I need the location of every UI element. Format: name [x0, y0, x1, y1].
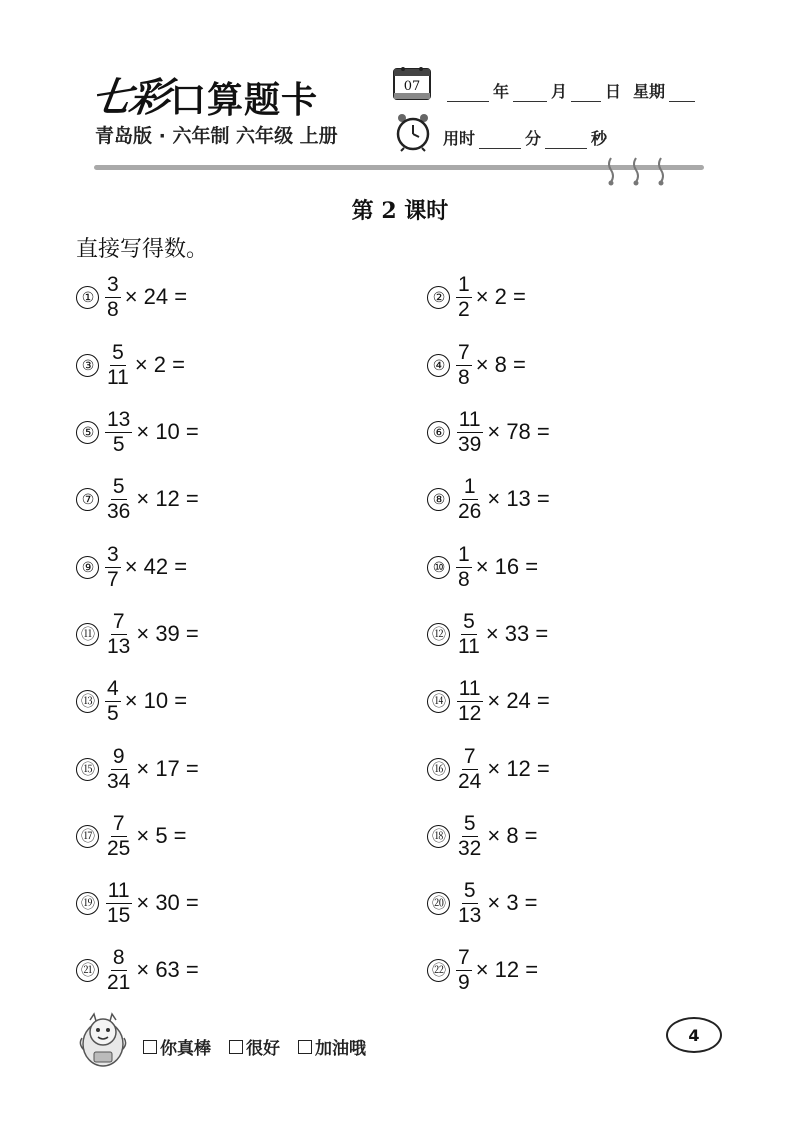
problem-item — [427, 469, 550, 529]
rating-label: 你真棒 — [160, 1039, 211, 1059]
minutes-blank[interactable] — [479, 132, 521, 149]
problem-item — [427, 739, 550, 799]
expression-rest: × 78 = — [487, 419, 550, 444]
problem-number: ⑫ — [427, 623, 450, 646]
problem-number: ⑲ — [76, 892, 99, 915]
expression-rest: × 17 = — [136, 756, 199, 781]
fraction — [456, 879, 483, 928]
problem-item — [76, 335, 185, 395]
denominator: 15 — [107, 903, 131, 927]
fraction — [105, 946, 132, 995]
problem-number: ⑨ — [76, 556, 99, 579]
expression-rest: × 42 = — [124, 554, 188, 579]
expression-rest: × 13 = — [487, 486, 550, 511]
fraction — [456, 745, 483, 794]
mascot-icon — [72, 1010, 134, 1072]
denominator: 8 — [458, 365, 470, 389]
problem-number: ⑰ — [76, 825, 99, 848]
denominator: 24 — [458, 769, 482, 793]
denominator: 5 — [112, 432, 125, 456]
numerator: 1 — [458, 542, 470, 566]
fraction — [105, 273, 121, 322]
fraction — [456, 341, 472, 390]
fraction — [105, 677, 121, 726]
problem-item — [76, 469, 199, 529]
fraction — [456, 946, 472, 995]
expression-rest: × 16 = — [475, 554, 539, 579]
problem-item — [76, 604, 199, 664]
denominator: 8 — [107, 297, 119, 321]
expression-rest: × 24 = — [487, 688, 550, 713]
month-label: 月 — [551, 82, 568, 101]
problem-item — [427, 806, 538, 866]
numerator: 3 — [107, 542, 119, 566]
problem-item — [76, 402, 199, 462]
denominator: 25 — [107, 836, 131, 860]
problem-number: ② — [427, 286, 450, 309]
fraction — [105, 812, 132, 861]
numerator: 8 — [112, 945, 125, 969]
expression-rest: × 24 = — [124, 284, 188, 309]
time-used-label: 用时 — [443, 129, 476, 148]
clock-icon — [393, 112, 433, 152]
edition-label: 青岛版 · 六年制 六年级 上册 — [95, 125, 338, 147]
problem-number: ⑧ — [427, 488, 450, 511]
denominator: 34 — [107, 769, 131, 793]
problem-item — [76, 940, 199, 1000]
expression-rest: × 5 = — [136, 823, 187, 848]
numerator: 11 — [458, 676, 481, 700]
checkbox-icon[interactable] — [298, 1040, 312, 1054]
denominator: 2 — [458, 297, 470, 321]
numerator: 5 — [463, 878, 476, 902]
minutes-label: 分 — [525, 129, 542, 148]
problem-number: ⑱ — [427, 825, 450, 848]
numerator: 1 — [463, 474, 476, 498]
expression-rest: × 10 = — [136, 419, 199, 444]
problem-item — [427, 873, 538, 933]
expression-rest: × 12 = — [136, 486, 199, 511]
problem-number: ③ — [76, 354, 99, 377]
rating-label: 很好 — [246, 1039, 280, 1059]
problem-number: ⑬ — [76, 690, 99, 713]
denominator: 9 — [458, 970, 470, 994]
expression-rest: × 12 = — [487, 756, 550, 781]
numerator: 13 — [107, 407, 131, 431]
problem-item — [76, 537, 187, 597]
denominator: 36 — [107, 499, 131, 523]
fraction — [105, 610, 132, 659]
expression-rest: × 2 = — [134, 352, 185, 377]
time-line — [443, 126, 607, 149]
year-blank[interactable] — [447, 85, 489, 102]
denominator: 13 — [107, 634, 131, 658]
fraction — [105, 408, 132, 457]
brand-title — [88, 66, 319, 123]
rating-option-good[interactable] — [229, 1034, 280, 1059]
date-line — [443, 79, 699, 102]
seconds-blank[interactable] — [545, 132, 587, 149]
problem-number: ④ — [427, 354, 450, 377]
calendar-icon — [392, 64, 432, 102]
denominator: 32 — [458, 836, 482, 860]
problem-number: ⑭ — [427, 690, 450, 713]
problem-item — [427, 402, 550, 462]
problem-number: ㉑ — [76, 959, 99, 982]
expression-rest: × 10 = — [124, 688, 188, 713]
rating-option-great[interactable] — [143, 1034, 211, 1059]
denominator: 13 — [458, 903, 482, 927]
numerator: 4 — [107, 676, 119, 700]
expression-rest: × 63 = — [136, 957, 199, 982]
fraction — [456, 610, 482, 659]
fraction — [456, 475, 483, 524]
problem-number: ⑮ — [76, 758, 99, 781]
fraction — [456, 812, 483, 861]
problem-item — [427, 537, 538, 597]
year-label: 年 — [493, 82, 510, 101]
denominator: 39 — [458, 432, 482, 456]
brand-logo: 七彩 — [88, 74, 171, 121]
numerator: 11 — [107, 878, 130, 902]
denominator: 5 — [107, 701, 119, 725]
fraction — [456, 543, 472, 592]
fraction — [105, 475, 132, 524]
checkbox-icon[interactable] — [229, 1040, 243, 1054]
problem-number: ⑯ — [427, 758, 450, 781]
problem-number: ⑪ — [76, 623, 99, 646]
fraction — [456, 677, 483, 726]
problem-item — [76, 873, 199, 933]
fraction — [105, 341, 131, 390]
self-rating — [143, 1034, 384, 1059]
lesson-title: 第 2 课时 — [351, 198, 449, 224]
denominator: 11 — [107, 365, 129, 389]
problem-number: ① — [76, 286, 99, 309]
problem-number: ⑥ — [427, 421, 450, 444]
day-blank[interactable] — [571, 85, 601, 102]
problem-item — [427, 940, 538, 1000]
denominator: 8 — [458, 567, 470, 591]
numerator: 7 — [112, 609, 125, 633]
problem-number: ⑳ — [427, 892, 450, 915]
numerator: 7 — [458, 945, 470, 969]
binder-rings-icon — [603, 156, 673, 186]
fraction — [105, 745, 132, 794]
denominator: 26 — [458, 499, 482, 523]
problem-item — [76, 739, 199, 799]
numerator: 7 — [458, 340, 470, 364]
problem-item — [427, 604, 548, 664]
numerator: 5 — [112, 340, 124, 364]
problem-number: ⑦ — [76, 488, 99, 511]
numerator: 1 — [458, 272, 470, 296]
denominator: 12 — [458, 701, 482, 725]
problem-item — [427, 335, 526, 395]
numerator: 11 — [458, 407, 481, 431]
problem-item — [76, 267, 187, 327]
month-blank[interactable] — [513, 85, 547, 102]
problem-item — [427, 267, 526, 327]
numerator: 5 — [463, 609, 475, 633]
weekday-label: 星期 — [633, 82, 666, 101]
numerator: 7 — [463, 744, 476, 768]
day-label: 日 — [605, 82, 622, 101]
problem-item — [76, 806, 187, 866]
expression-rest: × 2 = — [475, 284, 526, 309]
expression-rest: × 30 = — [136, 890, 199, 915]
numerator: 5 — [112, 474, 125, 498]
numerator: 7 — [112, 811, 125, 835]
expression-rest: × 12 = — [475, 957, 539, 982]
weekday-blank[interactable] — [669, 85, 695, 102]
fraction — [456, 408, 483, 457]
expression-rest: × 3 = — [487, 890, 538, 915]
rating-option-keep-going[interactable] — [298, 1034, 366, 1059]
rating-label: 加油哦 — [315, 1039, 366, 1059]
fraction — [105, 543, 121, 592]
problem-number: ⑤ — [76, 421, 99, 444]
denominator: 7 — [107, 567, 119, 591]
page-number: 4 — [666, 1017, 722, 1053]
numerator: 9 — [112, 744, 125, 768]
problem-item — [76, 671, 187, 731]
seconds-label: 秒 — [591, 129, 608, 148]
problem-number: ㉒ — [427, 959, 450, 982]
checkbox-icon[interactable] — [143, 1040, 157, 1054]
problem-item — [427, 671, 550, 731]
numerator: 5 — [463, 811, 476, 835]
expression-rest: × 8 = — [475, 352, 526, 377]
numerator: 3 — [107, 272, 119, 296]
fraction — [456, 273, 472, 322]
expression-rest: × 39 = — [136, 621, 199, 646]
expression-rest: × 8 = — [487, 823, 538, 848]
fraction — [105, 879, 132, 928]
problem-number: ⑩ — [427, 556, 450, 579]
denominator: 11 — [458, 634, 480, 658]
calendar-label: 07 — [403, 79, 421, 94]
brand-name: 口算题卡 — [170, 80, 319, 121]
expression-rest: × 33 = — [485, 621, 549, 646]
denominator: 21 — [107, 970, 131, 994]
instruction-text: 直接写得数。 — [76, 237, 209, 262]
